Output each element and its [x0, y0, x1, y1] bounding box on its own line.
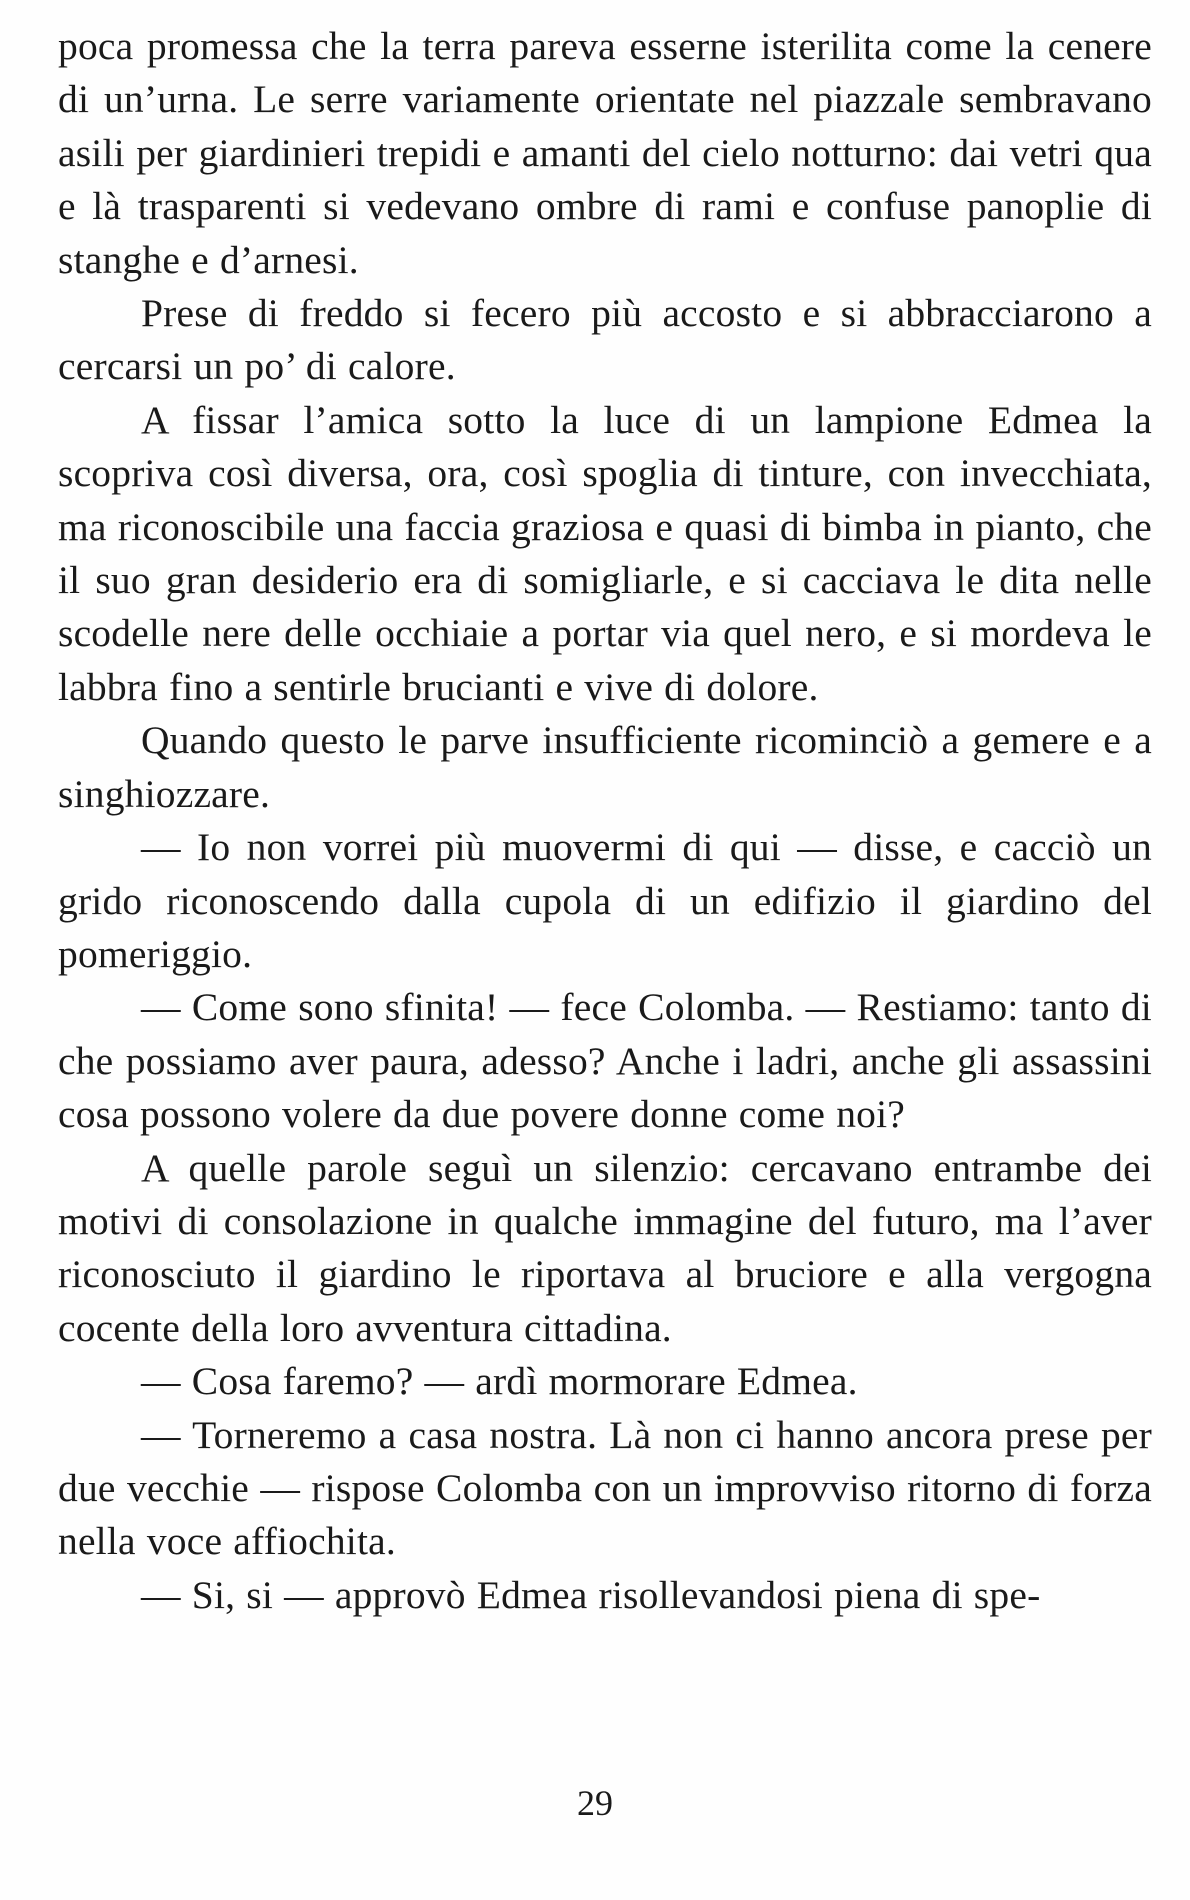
paragraph: — Come sono sfinita! — fece Colomba. — Restiamo: tanto di che possiamo aver paura, adesso? Anche i ladri, anche gli assassini cosa possono volere da due povere donne come noi?	[58, 985, 1152, 1137]
paragraph: Prese di freddo si fecero più accosto e si abbracciarono a cercarsi un po’ di calore.	[58, 291, 1152, 389]
paragraph: — Cosa faremo? — ardì mormorare Edmea.	[141, 1359, 858, 1404]
paragraph: A quelle parole seguì un silenzio: cercavano entrambe dei motivi di consolazione in qualche immagine del futuro, ma l’aver riconosciuto il giardino le riportava al bruciore e alla vergogna cocente della loro avventura cittadina.	[58, 1145, 1152, 1350]
paragraph: poca promessa che la terra pareva esserne isterilita come la cenere di un’urna. Le serre variamente orientate nel piazzale sembravano asili per giardinieri trepidi e amanti del cielo notturno: dai vetri qua e là trasparenti si vedevano ombre di rami e confuse panoplie di stanghe e d’arnesi.	[58, 24, 1152, 282]
body-text	[58, 20, 1152, 1622]
page-number: 29	[577, 1783, 613, 1823]
paragraph: Quando questo le parve insufficiente ricominciò a gemere e a singhiozzare.	[58, 718, 1152, 816]
paragraph: — Si, si — approvò Edmea risollevandosi piena di spe-	[141, 1572, 1041, 1617]
paragraph: — Io non vorrei più muovermi di qui — disse, e cacciò un grido riconoscendo dalla cupola di un edifizio il giardino del pomeriggio.	[58, 825, 1152, 976]
paragraph: — Torneremo a casa nostra. Là non ci hanno ancora prese per due vecchie — rispose Colomba con un improvviso ritorno di forza nella voce affiochita.	[58, 1412, 1152, 1564]
paragraph: A fissar l’amica sotto la luce di un lampione Edmea la scopriva così diversa, ora, così spoglia di tinture, con invecchiata, ma riconoscibile una faccia graziosa e quasi di bimba in pianto, che il suo gran desiderio era di somigliarle, e si cacciava le dita nelle scodelle nere delle occhiaie a portar via quel nero, e si mordeva le labbra fino a sentirle brucianti e vive di dolore.	[58, 397, 1152, 709]
